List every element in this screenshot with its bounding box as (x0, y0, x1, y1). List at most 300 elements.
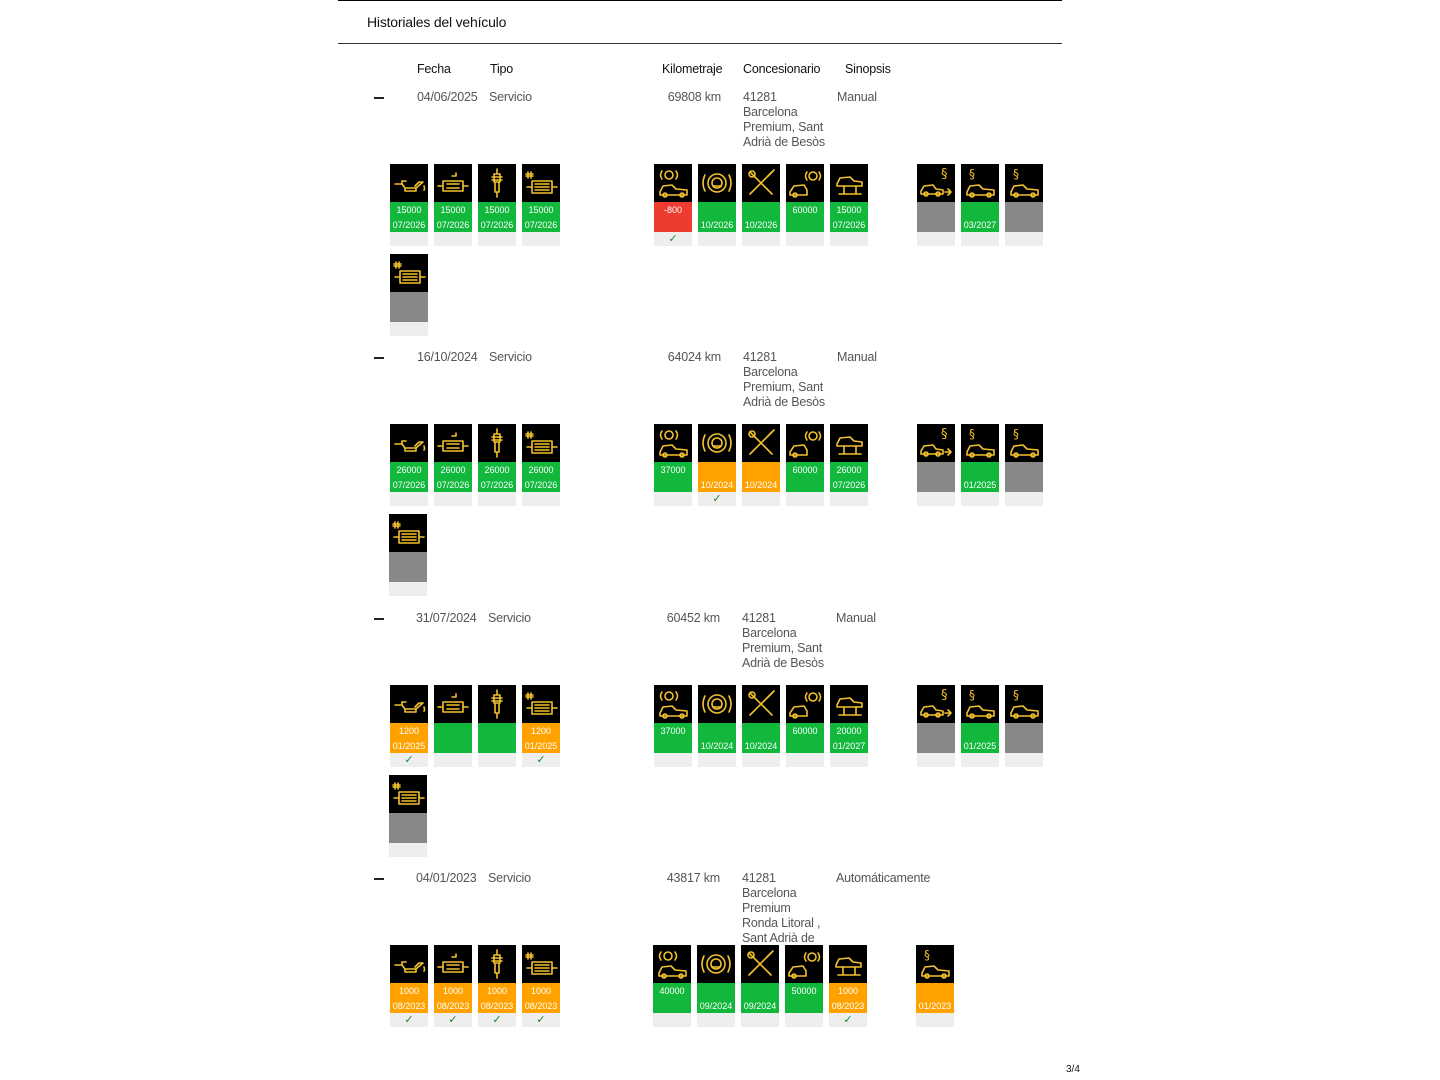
service-tile[interactable] (1005, 424, 1043, 506)
service-tile[interactable] (653, 945, 691, 1027)
tile-status (478, 202, 516, 232)
tile-check (742, 232, 780, 246)
tile-check (390, 232, 428, 246)
tile-line1: 15000 (484, 205, 510, 215)
tile-check (961, 492, 999, 506)
tile-status (390, 723, 428, 753)
svg-text:§: § (969, 688, 975, 702)
tile-check (522, 232, 560, 246)
tile-line2: 01/2023 (918, 1001, 952, 1011)
dealer-line: Barcelona (742, 886, 797, 900)
tile-line1: 26000 (396, 465, 422, 475)
tile-line2: 03/2027 (963, 220, 997, 230)
fuel-filter-icon (434, 685, 472, 723)
service-tile[interactable] (830, 164, 868, 246)
brake-fluid-icon (698, 164, 736, 202)
service-tile[interactable] (917, 164, 955, 246)
tile-check (434, 232, 472, 246)
header-fecha: Fecha (417, 62, 451, 76)
tile-check (653, 1013, 691, 1027)
tile-check (390, 322, 428, 336)
engine-oil-icon (390, 424, 428, 462)
tile-check (830, 492, 868, 506)
svg-text:§: § (924, 948, 930, 962)
tile-status (830, 723, 868, 753)
entry-mileage: 69808 km (667, 90, 721, 104)
tile-line2: 01/2025 (392, 741, 426, 751)
vehicle-inspection-icon (916, 945, 954, 983)
spark-plug-icon (478, 164, 516, 202)
brake-fluid-icon (698, 424, 736, 462)
vehicle-check-icon (830, 424, 868, 462)
tile-check (961, 232, 999, 246)
service-tile[interactable] (390, 424, 428, 506)
tile-status (698, 202, 736, 232)
tile-line1: 60000 (792, 465, 818, 475)
tile-line1: 15000 (440, 205, 466, 215)
tile-check: ✓ (522, 1013, 560, 1027)
tile-line2: 08/2023 (480, 1001, 514, 1011)
service-tile[interactable] (389, 514, 427, 596)
service-tile[interactable] (478, 945, 516, 1027)
page-number: 3/4 (1066, 1064, 1080, 1075)
tile-check (916, 1013, 954, 1027)
tile-check (1005, 753, 1043, 767)
emission-test-icon (917, 685, 955, 723)
service-tile[interactable] (829, 945, 867, 1027)
tile-check (434, 492, 472, 506)
dealer-line: Premium, Sant (742, 641, 823, 655)
tile-check (741, 1013, 779, 1027)
service-tile[interactable] (434, 164, 472, 246)
tile-line2: 10/2024 (744, 480, 778, 490)
tile-check (478, 232, 516, 246)
collapse-toggle[interactable] (374, 618, 384, 620)
tile-check (742, 753, 780, 767)
service-tile[interactable] (1005, 685, 1043, 767)
tile-line2: 10/2024 (744, 741, 778, 751)
tile-status (389, 552, 427, 582)
tile-status (522, 983, 560, 1013)
rear-brake-icon (786, 424, 824, 462)
svg-text:§: § (1013, 167, 1019, 181)
microfilter-icon (390, 254, 428, 292)
dealer-line: Premium, Sant (743, 120, 824, 134)
legal-inspection-icon (1005, 164, 1043, 202)
tile-check (961, 753, 999, 767)
tile-check (654, 492, 692, 506)
title-rule (338, 43, 1062, 44)
brake-fluid-icon (698, 685, 736, 723)
legal-inspection-icon (1005, 424, 1043, 462)
tile-check: ✓ (522, 753, 560, 767)
tile-check (522, 492, 560, 506)
service-tile[interactable] (434, 945, 472, 1027)
service-tile[interactable] (698, 424, 736, 506)
microfilter-icon (522, 685, 560, 723)
tile-check (917, 232, 955, 246)
tile-status (653, 983, 691, 1013)
tile-check (785, 1013, 823, 1027)
emission-test-icon (917, 424, 955, 462)
tile-line2: 01/2025 (963, 480, 997, 490)
service-tile[interactable] (698, 164, 736, 246)
collapse-toggle[interactable] (374, 97, 384, 99)
tile-status (522, 462, 560, 492)
header-tipo: Tipo (490, 62, 514, 76)
service-tile[interactable] (916, 945, 954, 1027)
service-tile[interactable] (478, 685, 516, 767)
service-tile[interactable] (478, 424, 516, 506)
dealer-line: Ronda Litoral , (742, 916, 821, 930)
tile-line1: 60000 (792, 726, 818, 736)
tile-line2: 07/2026 (436, 480, 470, 490)
dealer-line: 41281 (742, 871, 776, 885)
service-tile[interactable] (786, 424, 824, 506)
tile-line1: 15000 (396, 205, 422, 215)
service-tile[interactable] (830, 685, 868, 767)
spark-plug-icon (478, 685, 516, 723)
tile-status (786, 723, 824, 753)
tile-check (390, 492, 428, 506)
car-service-icon (654, 424, 692, 462)
entry-mileage: 60452 km (666, 611, 720, 625)
tile-line2: 08/2023 (831, 1001, 865, 1011)
svg-text:§: § (969, 427, 975, 441)
service-tile[interactable] (654, 164, 692, 246)
entry-date: 16/10/2024 (417, 350, 478, 364)
header-sinopsis: Sinopsis (845, 62, 891, 76)
fuel-filter-icon (434, 945, 472, 983)
service-tile[interactable] (742, 424, 780, 506)
tile-status (786, 202, 824, 232)
tile-status (742, 202, 780, 232)
vehicle-inspection-icon (961, 424, 999, 462)
tile-line2: 07/2026 (480, 220, 514, 230)
entry-type: Servicio (488, 611, 531, 625)
svg-text:§: § (941, 427, 948, 442)
tile-check: ✓ (829, 1013, 867, 1027)
tile-status (917, 723, 955, 753)
tile-check (742, 492, 780, 506)
microfilter-icon (522, 945, 560, 983)
service-tile[interactable] (390, 164, 428, 246)
service-tile[interactable] (390, 685, 428, 767)
tile-line2: 07/2026 (392, 480, 426, 490)
tile-line1: 26000 (440, 465, 466, 475)
tile-status (390, 983, 428, 1013)
tile-line2: 07/2026 (392, 220, 426, 230)
dealer-line: Sant Adrià de (742, 931, 815, 945)
service-tile[interactable] (389, 775, 427, 857)
vehicle-check-icon (830, 685, 868, 723)
svg-text:§: § (969, 167, 975, 181)
entry-sinopsis: Manual (836, 611, 876, 625)
tile-status (961, 202, 999, 232)
tile-status (390, 292, 428, 322)
service-tile[interactable] (830, 424, 868, 506)
entry-dealer (743, 90, 843, 150)
emission-test-icon (917, 164, 955, 202)
service-tile[interactable] (961, 164, 999, 246)
dealer-line: Adrià de Besòs (742, 656, 824, 670)
tile-check: ✓ (654, 232, 692, 246)
tile-line2: 07/2026 (524, 220, 558, 230)
tile-status (786, 462, 824, 492)
tile-check (917, 492, 955, 506)
dealer-line: Adrià de Besòs (743, 135, 825, 149)
tile-line1: -800 (663, 205, 682, 215)
rear-brake-icon (786, 685, 824, 723)
tile-check (389, 582, 427, 596)
service-tile[interactable] (698, 685, 736, 767)
tile-status (478, 462, 516, 492)
tile-status (654, 462, 692, 492)
car-service-icon (654, 685, 692, 723)
collapse-toggle[interactable] (374, 878, 384, 880)
tile-check (478, 753, 516, 767)
tile-check: ✓ (434, 1013, 472, 1027)
tile-line2: 01/2027 (832, 741, 866, 751)
tile-status (390, 202, 428, 232)
tile-line1: 1000 (442, 986, 464, 996)
legal-inspection-icon (1005, 685, 1043, 723)
fuel-filter-icon (434, 424, 472, 462)
engine-oil-icon (390, 945, 428, 983)
tile-line1: 60000 (792, 205, 818, 215)
tile-line1: 37000 (660, 465, 686, 475)
service-tile[interactable] (434, 424, 472, 506)
entry-sinopsis: Automáticamente (836, 871, 931, 885)
tile-line2: 08/2023 (436, 1001, 470, 1011)
brake-fluid-icon (697, 945, 735, 983)
vehicle-check-icon (829, 945, 867, 983)
tile-check (786, 492, 824, 506)
tile-status (434, 723, 472, 753)
service-tile[interactable] (522, 685, 560, 767)
tile-status (741, 983, 779, 1013)
car-service-icon (654, 164, 692, 202)
spark-plug-icon (478, 945, 516, 983)
tile-status (961, 723, 999, 753)
entry-sinopsis: Manual (837, 350, 877, 364)
service-tile[interactable] (654, 685, 692, 767)
tile-status (1005, 202, 1043, 232)
service-tile[interactable] (742, 164, 780, 246)
service-tile[interactable] (786, 164, 824, 246)
tools-icon (742, 164, 780, 202)
tile-status (698, 462, 736, 492)
rear-brake-icon (786, 164, 824, 202)
tile-status (522, 723, 560, 753)
tools-icon (742, 685, 780, 723)
tile-line1: 50000 (791, 986, 817, 996)
tile-check (830, 232, 868, 246)
service-tile[interactable] (785, 945, 823, 1027)
car-service-icon (653, 945, 691, 983)
engine-oil-icon (390, 164, 428, 202)
tile-status (785, 983, 823, 1013)
tile-line2: 07/2026 (524, 480, 558, 490)
dealer-line: Barcelona (743, 105, 798, 119)
tile-line1: 15000 (528, 205, 554, 215)
tile-status (434, 462, 472, 492)
dealer-line: 41281 (742, 611, 776, 625)
tile-check (698, 753, 736, 767)
entry-date: 04/06/2025 (417, 90, 478, 104)
tile-status (697, 983, 735, 1013)
tile-check (389, 843, 427, 857)
tile-status (478, 723, 516, 753)
entry-sinopsis: Manual (837, 90, 877, 104)
tile-status (389, 813, 427, 843)
tools-icon (741, 945, 779, 983)
tile-status (916, 983, 954, 1013)
tile-line1: 1000 (530, 986, 552, 996)
tile-check (1005, 492, 1043, 506)
service-tile[interactable] (917, 424, 955, 506)
tile-status (478, 983, 516, 1013)
tile-check (654, 753, 692, 767)
top-rule (338, 0, 1062, 1)
page-title: Historiales del vehículo (367, 14, 507, 30)
tile-check (434, 753, 472, 767)
tile-status (917, 202, 955, 232)
service-tile[interactable] (478, 164, 516, 246)
svg-text:§: § (1013, 427, 1019, 441)
svg-text:§: § (941, 167, 948, 182)
tile-check (697, 1013, 735, 1027)
tile-status (434, 983, 472, 1013)
tile-check (698, 232, 736, 246)
tile-line2: 01/2025 (963, 741, 997, 751)
tile-line2: 07/2026 (832, 480, 866, 490)
tile-status (390, 462, 428, 492)
tile-line2: 07/2026 (832, 220, 866, 230)
entry-dealer (742, 611, 842, 671)
header-concesionario: Concesionario (743, 62, 821, 76)
tile-status (522, 202, 560, 232)
tile-line2: 09/2024 (699, 1001, 733, 1011)
microfilter-icon (522, 164, 560, 202)
tile-status (742, 723, 780, 753)
service-tile[interactable] (434, 685, 472, 767)
tile-status (961, 462, 999, 492)
entry-type: Servicio (489, 90, 532, 104)
tile-check: ✓ (698, 492, 736, 506)
tile-line1: 1000 (398, 986, 420, 996)
tile-status (742, 462, 780, 492)
microfilter-icon (389, 514, 427, 552)
tile-status (654, 723, 692, 753)
entry-mileage: 43817 km (666, 871, 720, 885)
tile-line2: 07/2026 (480, 480, 514, 490)
service-tile[interactable] (697, 945, 735, 1027)
fuel-filter-icon (434, 164, 472, 202)
service-tile[interactable] (741, 945, 779, 1027)
tile-line1: 1000 (486, 986, 508, 996)
entry-date: 04/01/2023 (416, 871, 477, 885)
dealer-line: Premium (742, 901, 791, 915)
tile-line2: 10/2024 (700, 480, 734, 490)
tile-status (917, 462, 955, 492)
tile-check (1005, 232, 1043, 246)
service-tile[interactable] (522, 945, 560, 1027)
tile-status (829, 983, 867, 1013)
entry-type: Servicio (489, 350, 532, 364)
service-tile[interactable] (522, 424, 560, 506)
microfilter-icon (389, 775, 427, 813)
dealer-line: Adrià de Besòs (743, 395, 825, 409)
entry-dealer (743, 350, 843, 410)
service-tile[interactable] (522, 164, 560, 246)
tile-check: ✓ (390, 753, 428, 767)
rear-brake-icon (785, 945, 823, 983)
service-tile[interactable] (917, 685, 955, 767)
tile-line1: 26000 (484, 465, 510, 475)
tile-line1: 1200 (530, 726, 552, 736)
dealer-line: Barcelona (743, 365, 798, 379)
spark-plug-icon (478, 424, 516, 462)
service-tile[interactable] (961, 685, 999, 767)
tile-line2: 01/2025 (524, 741, 558, 751)
tile-status (654, 202, 692, 232)
tile-status (1005, 723, 1043, 753)
service-tile[interactable] (961, 424, 999, 506)
tile-status (1005, 462, 1043, 492)
tile-line1: 1000 (837, 986, 859, 996)
vehicle-inspection-icon (961, 685, 999, 723)
tile-check (917, 753, 955, 767)
tile-line2: 09/2024 (743, 1001, 777, 1011)
tile-line1: 15000 (836, 205, 862, 215)
tile-check (830, 753, 868, 767)
collapse-toggle[interactable] (374, 357, 384, 359)
tile-line1: 37000 (660, 726, 686, 736)
tools-icon (742, 424, 780, 462)
tile-line2: 07/2026 (436, 220, 470, 230)
service-tile[interactable] (654, 424, 692, 506)
tile-status (830, 202, 868, 232)
svg-text:§: § (1013, 688, 1019, 702)
tile-line1: 26000 (528, 465, 554, 475)
service-tile[interactable] (390, 945, 428, 1027)
tile-line1: 40000 (659, 986, 685, 996)
vehicle-inspection-icon (961, 164, 999, 202)
dealer-line: 41281 (743, 350, 777, 364)
entry-type: Servicio (488, 871, 531, 885)
tile-line2: 10/2024 (700, 741, 734, 751)
microfilter-icon (522, 424, 560, 462)
engine-oil-icon (390, 685, 428, 723)
tile-status (830, 462, 868, 492)
service-tile[interactable] (1005, 164, 1043, 246)
tile-line2: 08/2023 (524, 1001, 558, 1011)
tile-check (478, 492, 516, 506)
tile-check: ✓ (390, 1013, 428, 1027)
tile-check (786, 753, 824, 767)
tile-check (786, 232, 824, 246)
tile-line1: 1200 (398, 726, 420, 736)
tile-check: ✓ (478, 1013, 516, 1027)
service-tile[interactable] (786, 685, 824, 767)
service-tile[interactable] (742, 685, 780, 767)
tile-line2: 10/2026 (700, 220, 734, 230)
service-tile[interactable] (390, 254, 428, 336)
svg-text:§: § (941, 688, 948, 703)
dealer-line: Premium, Sant (743, 380, 824, 394)
tile-status (434, 202, 472, 232)
